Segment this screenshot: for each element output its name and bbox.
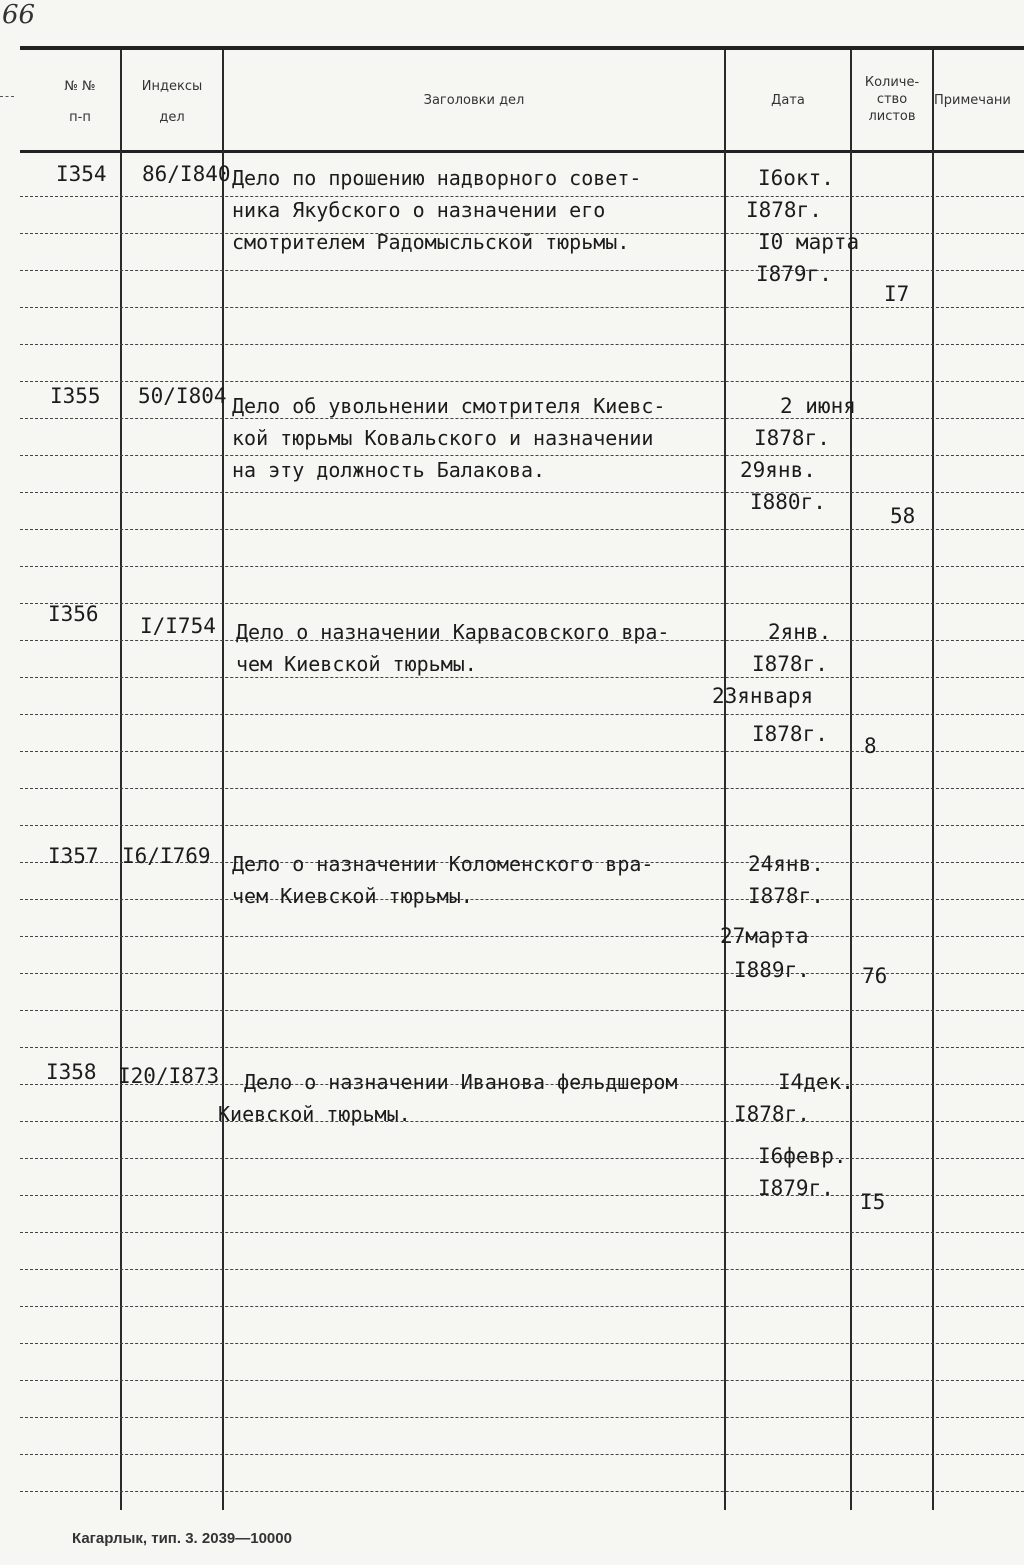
header-index-label: Индексы bbox=[141, 79, 203, 94]
record-date-start-year: I878г. bbox=[748, 884, 824, 908]
record-index: I20/I873 bbox=[118, 1064, 220, 1088]
record-title-line: на эту должность Балакова. bbox=[232, 458, 546, 482]
header-num-label: № № bbox=[64, 79, 96, 94]
record-date-end: 29янв. bbox=[740, 458, 816, 482]
record-date-end-year: I889г. bbox=[734, 958, 810, 982]
record-date-end: 27марта bbox=[720, 924, 809, 948]
header-num bbox=[40, 78, 120, 126]
header-count-1: Количе- bbox=[864, 75, 920, 90]
record-sheet-count: 8 bbox=[864, 734, 877, 758]
record-sheet-count: I7 bbox=[884, 282, 910, 306]
record-date-end-year: I880г. bbox=[750, 490, 826, 514]
table-top-border bbox=[20, 46, 1024, 50]
header-count-3: листов bbox=[868, 109, 916, 124]
record-dates bbox=[712, 1066, 854, 1204]
record-dates bbox=[712, 616, 831, 750]
record-title bbox=[236, 616, 669, 680]
record-title bbox=[218, 1066, 677, 1130]
record-date-start-year: I878г. bbox=[752, 652, 828, 676]
record-number: I358 bbox=[46, 1060, 97, 1084]
record-dates bbox=[740, 390, 856, 518]
record-title bbox=[232, 162, 641, 258]
ruled-line bbox=[20, 1491, 1024, 1493]
header-num-sub: п-п bbox=[69, 110, 91, 125]
record-date-start: I6окт. bbox=[758, 166, 834, 190]
record-number: I355 bbox=[50, 384, 101, 408]
record-date-end-year: I879г. bbox=[758, 1176, 834, 1200]
header-index-sub: дел bbox=[159, 110, 185, 125]
record-date-start: I4дек. bbox=[778, 1070, 854, 1094]
record-number: I356 bbox=[48, 602, 99, 626]
header-count-2: ство bbox=[876, 92, 908, 107]
header-index bbox=[122, 78, 222, 126]
record-date-start-year: I878г. bbox=[734, 1102, 810, 1126]
record-sheet-count: 76 bbox=[862, 964, 888, 988]
ruled-line bbox=[20, 1380, 1024, 1382]
record-index: I6/I769 bbox=[122, 844, 211, 868]
page-number-mark: 66 bbox=[2, 0, 36, 30]
record-row bbox=[0, 162, 1024, 362]
margin-tick bbox=[0, 96, 14, 98]
record-title bbox=[232, 390, 665, 486]
ruled-line bbox=[20, 1454, 1024, 1456]
record-row bbox=[0, 1060, 1024, 1240]
record-sheet-count: I5 bbox=[860, 1190, 886, 1214]
record-number: I357 bbox=[48, 844, 99, 868]
header-count bbox=[852, 74, 932, 125]
record-title-line: кой тюрьмы Ковальского и назначении bbox=[232, 426, 654, 450]
record-title-line: Киевской тюрьмы. bbox=[218, 1102, 411, 1126]
record-date-start-year: I878г. bbox=[754, 426, 830, 450]
record-title-line: ника Якубского о назначении его bbox=[232, 198, 606, 222]
record-date-start-year: I878г. bbox=[746, 198, 822, 222]
record-title-line: Дело об увольнении смотрителя Киевс- bbox=[232, 394, 666, 418]
record-title-line: чем Киевской тюрьмы. bbox=[236, 652, 477, 676]
record-title-line: смотрителем Радомысльской тюрьмы. bbox=[232, 230, 630, 254]
record-index: 86/I840 bbox=[142, 162, 231, 186]
record-title-line: Дело о назначении Иванова фельдшером bbox=[244, 1070, 678, 1094]
record-date-end-year: I878г. bbox=[752, 722, 828, 746]
record-date-end: I0 марта bbox=[758, 230, 860, 254]
record-date-end: 23января bbox=[712, 684, 814, 708]
ruled-line bbox=[20, 1417, 1024, 1419]
printer-imprint: Кагарлык, тип. 3. 2039—10000 bbox=[72, 1530, 292, 1547]
header-bottom-border bbox=[20, 150, 1024, 153]
record-row bbox=[0, 384, 1024, 584]
record-row bbox=[0, 844, 1024, 1044]
record-date-start: 2 июня bbox=[780, 394, 856, 418]
record-index: I/I754 bbox=[140, 614, 216, 638]
ruled-line bbox=[20, 1269, 1024, 1271]
record-title-line: Дело о назначении Коломенского вра- bbox=[232, 852, 654, 876]
record-date-start: 2янв. bbox=[768, 620, 832, 644]
record-index: 50/I804 bbox=[138, 384, 227, 408]
record-date-end-year: I879г. bbox=[756, 262, 832, 286]
ruled-line bbox=[20, 825, 1024, 827]
ruled-line bbox=[20, 1047, 1024, 1049]
record-number: I354 bbox=[56, 162, 107, 186]
record-title-line: Дело о назначении Карвасовского вра- bbox=[236, 620, 670, 644]
ruled-line bbox=[20, 1306, 1024, 1308]
record-dates bbox=[740, 162, 859, 290]
header-title: Заголовки дел bbox=[423, 93, 525, 108]
record-title bbox=[232, 848, 653, 912]
ruled-line bbox=[20, 381, 1024, 383]
record-sheet-count: 58 bbox=[890, 504, 916, 528]
ruled-line bbox=[20, 1343, 1024, 1345]
header-date: Дата bbox=[771, 93, 805, 108]
record-dates bbox=[720, 848, 824, 986]
record-row bbox=[0, 602, 1024, 802]
record-title-line: Дело по прошению надворного совет- bbox=[232, 166, 642, 190]
header-notes: Примечани bbox=[934, 93, 1011, 108]
record-date-end: I6февр. bbox=[758, 1144, 847, 1168]
record-title-line: чем Киевской тюрьмы. bbox=[232, 884, 473, 908]
record-date-start: 24янв. bbox=[748, 852, 824, 876]
